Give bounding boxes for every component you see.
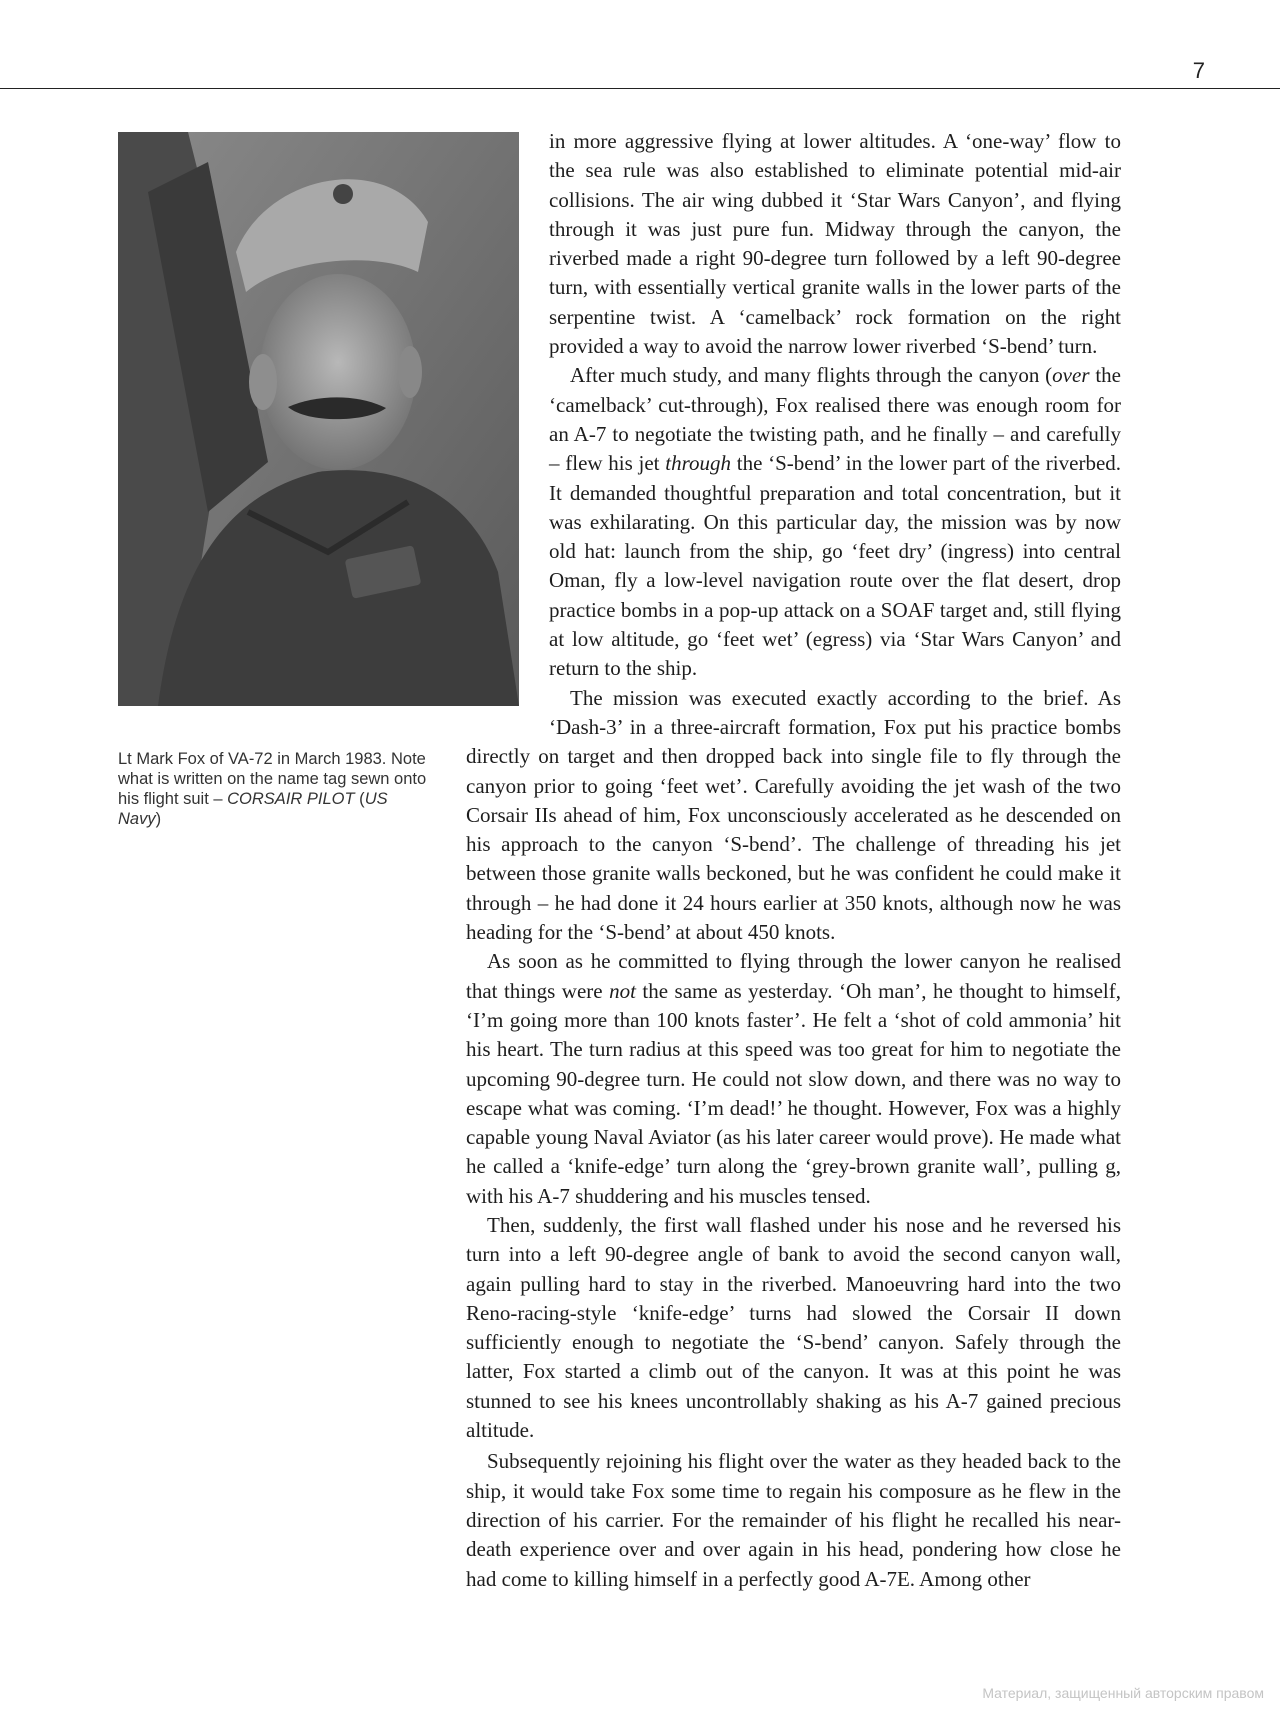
paragraph-2 xyxy=(466,361,1121,683)
caption-emphasis: CORSAIR PILOT xyxy=(227,790,355,808)
paragraph-2-c: the ‘S-bend’ in the lower part of the riverbed. It demanded thoughtful preparation and total concentration, but it was exhilarating. On this particular day, the mission was by now old hat: launch from the ship, go ‘feet dry’ (ingress) into central Oman, fly a low-level navigation route over the flat desert, drop practice bombs in a pop-up attack on a SOAF target and, still flying at low altitude, go ‘feet wet’ (egress) via ‘Star Wars Canyon’ and return to the ship. xyxy=(549,451,1122,681)
paragraph-1: in more aggressive flying at lower altitudes. A ‘one-way’ flow to the sea rule was also established to eliminate potential mid-air collisions. The air wing dubbed it ‘Star Wars Canyon’, and flying through it was just pure fun. Midway through the canyon, the riverbed made a right 90-degree turn followed by a left 90-degree turn, with essentially vertical granite walls in the lower parts of the serpentine twist. A ‘camelback’ rock formation on the right provided a way to avoid the narrow lower riverbed ‘S-bend’ turn. xyxy=(549,129,1121,359)
copyright-watermark: Материал, защищенный авторским правом xyxy=(982,1685,1264,1701)
header-rule xyxy=(0,88,1280,89)
pilot-portrait-image xyxy=(118,132,519,706)
paragraph-2-a: After much study, and many flights through the canyon ( xyxy=(570,363,1053,388)
paragraph-5: Then, suddenly, the first wall flashed under his nose and he reversed his turn into a left 90-degree angle of bank to avoid the second canyon wall, again pulling hard to stay in the riverbed. Manoeuvring hard into the two Reno-racing-style ‘knife-edge’ turns had slowed the Corsair II down sufficiently enough to negotiate the ‘S-bend’ canyon. Safely through the latter, Fox started a climb out of the canyon. It was at this point he was stunned to see his knees uncontrollably shaking as his A-7 gained precious altitude. xyxy=(466,1212,1121,1443)
caption-text: Lt Mark Fox of VA-72 in March 1983. Note what is written on the name tag sewn onto his flight suit – xyxy=(118,750,427,808)
paragraph-4 xyxy=(466,947,1121,1211)
figure-wrap-spacer xyxy=(466,127,549,719)
caption-end: ) xyxy=(155,810,162,828)
paragraph-6: Subsequently rejoining his flight over the water as they headed back to the ship, it would take Fox some time to regain his composure as he flew in the direction of his carrier. For the remainder of his flight he recalled his near-death experience over and over again in his head, pondering how close he had come to killing himself in a perfectly good A-7E. Among other xyxy=(466,1449,1121,1591)
paragraph-2-em-through: through xyxy=(665,451,731,476)
pilot-portrait-photo xyxy=(118,132,519,706)
paragraph-2-em-over: over xyxy=(1052,363,1090,388)
paragraph-2-b: the ‘camelback’ cut-through), Fox realised there was enough room for an A-7 to negotiate the twisting path, and he finally – and carefully – flew his jet xyxy=(549,363,1121,476)
page-number: 7 xyxy=(1192,58,1205,83)
caption-credit: US Navy xyxy=(118,790,388,828)
paragraph-3: The mission was executed exactly according to the brief. As ‘Dash-3’ in a three-aircraft formation, Fox put his practice bombs directly on target and then dropped back into single file to fly through the canyon prior to going ‘feet wet’. Carefully avoiding the jet wash of the two Corsair IIs ahead of him, Fox unconsciously accelerated as he descended on his approach to the canyon ‘S-bend’. The challenge of threading his jet between those granite walls beckoned, but he was confident he could make it through – he had done it 24 hours earlier at 350 knots, although now he was heading for the ‘S-bend’ at about 450 knots. xyxy=(466,685,1121,945)
caption-middle: ( xyxy=(354,790,365,808)
paragraph-4-a: As soon as he committed to flying through the lower canyon he realised that things were xyxy=(466,949,1121,1003)
paragraph-4-b: the same as yesterday. ‘Oh man’, he thought to himself, ‘I’m going more than 100 knots faster’. He felt a ‘shot of cold ammonia’ hit his heart. The turn radius at this speed was too great for him to negotiate the upcoming 90-degree turn. He could not slow down, and there was no way to escape what was coming. ‘I’m dead!’ he thought. However, Fox was a highly capable young Naval Aviator (as his later career would prove). He made what he called a ‘knife-edge’ turn along the ‘grey-brown granite wall’, pulling g, with his A-7 shuddering and his muscles tensed. xyxy=(466,978,1121,1208)
paragraph-4-em-not: not xyxy=(609,978,636,1003)
photo-caption xyxy=(118,749,428,829)
article-body xyxy=(466,127,1121,1594)
